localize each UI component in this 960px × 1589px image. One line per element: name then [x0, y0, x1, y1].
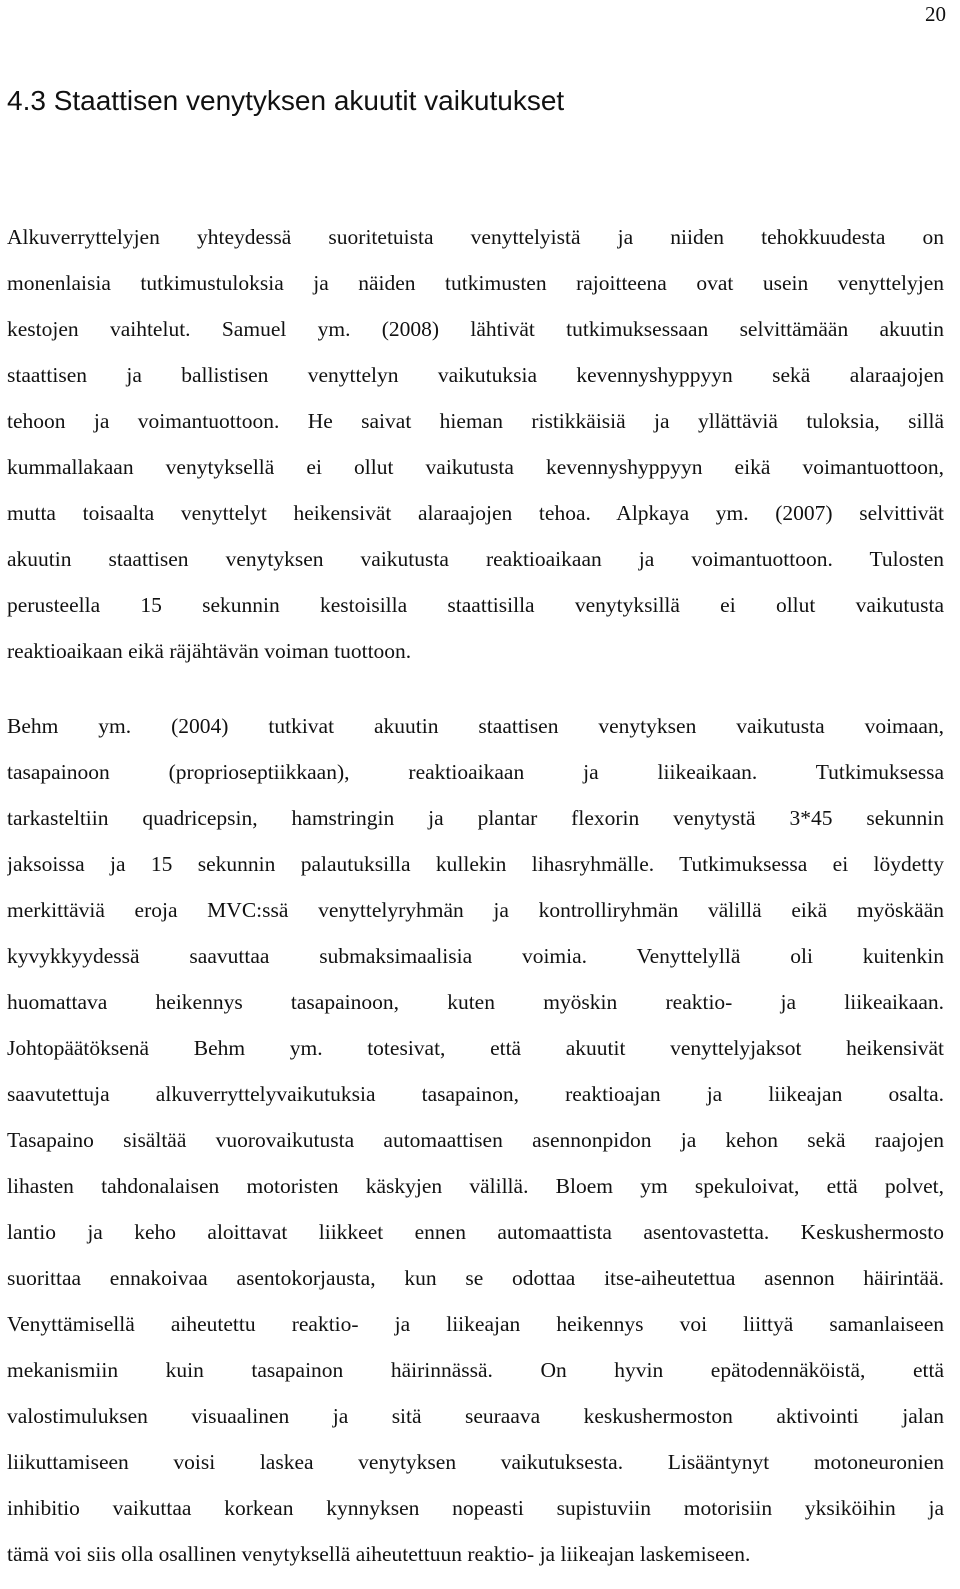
text-line: jaksoissa ja 15 sekunnin palautuksilla kullekin lihasryhmälle. Tutkimuksessa ei löydetty [7, 852, 944, 876]
text-line: inhibitio vaikuttaa korkean kynnyksen nopeasti supistuviin motorisiin yksiköihin ja [7, 1496, 944, 1520]
text-line: Behm ym. (2004) tutkivat akuutin staattisen venytyksen vaikutusta voimaan, [7, 714, 944, 738]
section-heading: 4.3 Staattisen venytyksen akuutit vaikutukset [7, 85, 565, 116]
text-line: huomattava heikennys tasapainoon, kuten myöskin reaktio- ja liikeaikaan. [7, 990, 944, 1014]
text-line: tämä voi siis olla osallinen venytyksellä aiheutettuun reaktio- ja liikeajan laskemiseen. [7, 1542, 751, 1566]
text-line: lihasten tahdonalaisen motoristen käskyjen välillä. Bloem ym spekuloivat, että polvet, [7, 1174, 944, 1198]
text-line: kestojen vaihtelut. Samuel ym. (2008) lähtivät tutkimuksessaan selvittämään akuutin [7, 317, 944, 341]
text-line: merkittäviä eroja MVC:ssä venyttelyryhmän ja kontrolliryhmän välillä eikä myöskään [7, 898, 944, 922]
text-line: mutta toisaalta venyttelyt heikensivät alaraajojen tehoa. Alpkaya ym. (2007) selvittivät [7, 501, 944, 525]
text-line: tasapainoon (proprioseptiikkaan), reaktioaikaan ja liikeaikaan. Tutkimuksessa [7, 760, 944, 784]
text-line: valostimuluksen visuaalinen ja sitä seuraava keskushermoston aktivointi jalan [7, 1404, 944, 1428]
text-line: Alkuverryttelyjen yhteydessä suoritetuista venyttelyistä ja niiden tehokkuudesta on [7, 225, 944, 249]
text-line: reaktioaikaan eikä räjähtävän voiman tuottoon. [7, 639, 412, 663]
text-line: tehoon ja voimantuottoon. He saivat hieman ristikkäisiä ja yllättäviä tuloksia, sillä [7, 409, 944, 433]
text-line: Johtopäätöksenä Behm ym. totesivat, että akuutit venyttelyjaksot heikensivät [7, 1036, 944, 1060]
text-line: akuutin staattisen venytyksen vaikutusta reaktioaikaan ja voimantuottoon. Tulosten [7, 547, 944, 571]
text-line: kyvykkyydessä saavuttaa submaksimaalisia voimia. Venyttelyllä oli kuitenkin [7, 944, 944, 968]
page-number: 20 [925, 2, 946, 26]
text-line: suorittaa ennakoivaa asentokorjausta, kun se odottaa itse-aiheutettua asennon häirintää. [7, 1266, 944, 1290]
text-line: Tasapaino sisältää vuorovaikutusta automaattisen asennonpidon ja kehon sekä raajojen [7, 1128, 944, 1152]
text-line: saavutettuja alkuverryttelyvaikutuksia tasapainon, reaktioajan ja liikeajan osalta. [7, 1082, 944, 1106]
text-line: liikuttamiseen voisi laskea venytyksen vaikutuksesta. Lisääntynyt motoneuronien [7, 1450, 944, 1474]
text-line: lantio ja keho aloittavat liikkeet ennen automaattista asentovastetta. Keskushermosto [7, 1220, 944, 1244]
text-line: tarkasteltiin quadricepsin, hamstringin ja plantar flexorin venytystä 3*45 sekunnin [7, 806, 944, 830]
text-line: mekanismiin kuin tasapainon häirinnässä. On hyvin epätodennäköistä, että [7, 1358, 944, 1382]
text-line: perusteella 15 sekunnin kestoisilla staattisilla venytyksillä ei ollut vaikutusta [7, 593, 944, 617]
text-line: kummallakaan venytyksellä ei ollut vaikutusta kevennyshyppyyn eikä voimantuottoon, [7, 455, 944, 479]
text-line: staattisen ja ballistisen venyttelyn vaikutuksia kevennyshyppyyn sekä alaraajojen [7, 363, 944, 387]
text-line: Venyttämisellä aiheutettu reaktio- ja liikeajan heikennys voi liittyä samanlaiseen [7, 1312, 944, 1336]
text-line: monenlaisia tutkimustuloksia ja näiden tutkimusten rajoitteena ovat usein venyttelyjen [7, 271, 944, 295]
